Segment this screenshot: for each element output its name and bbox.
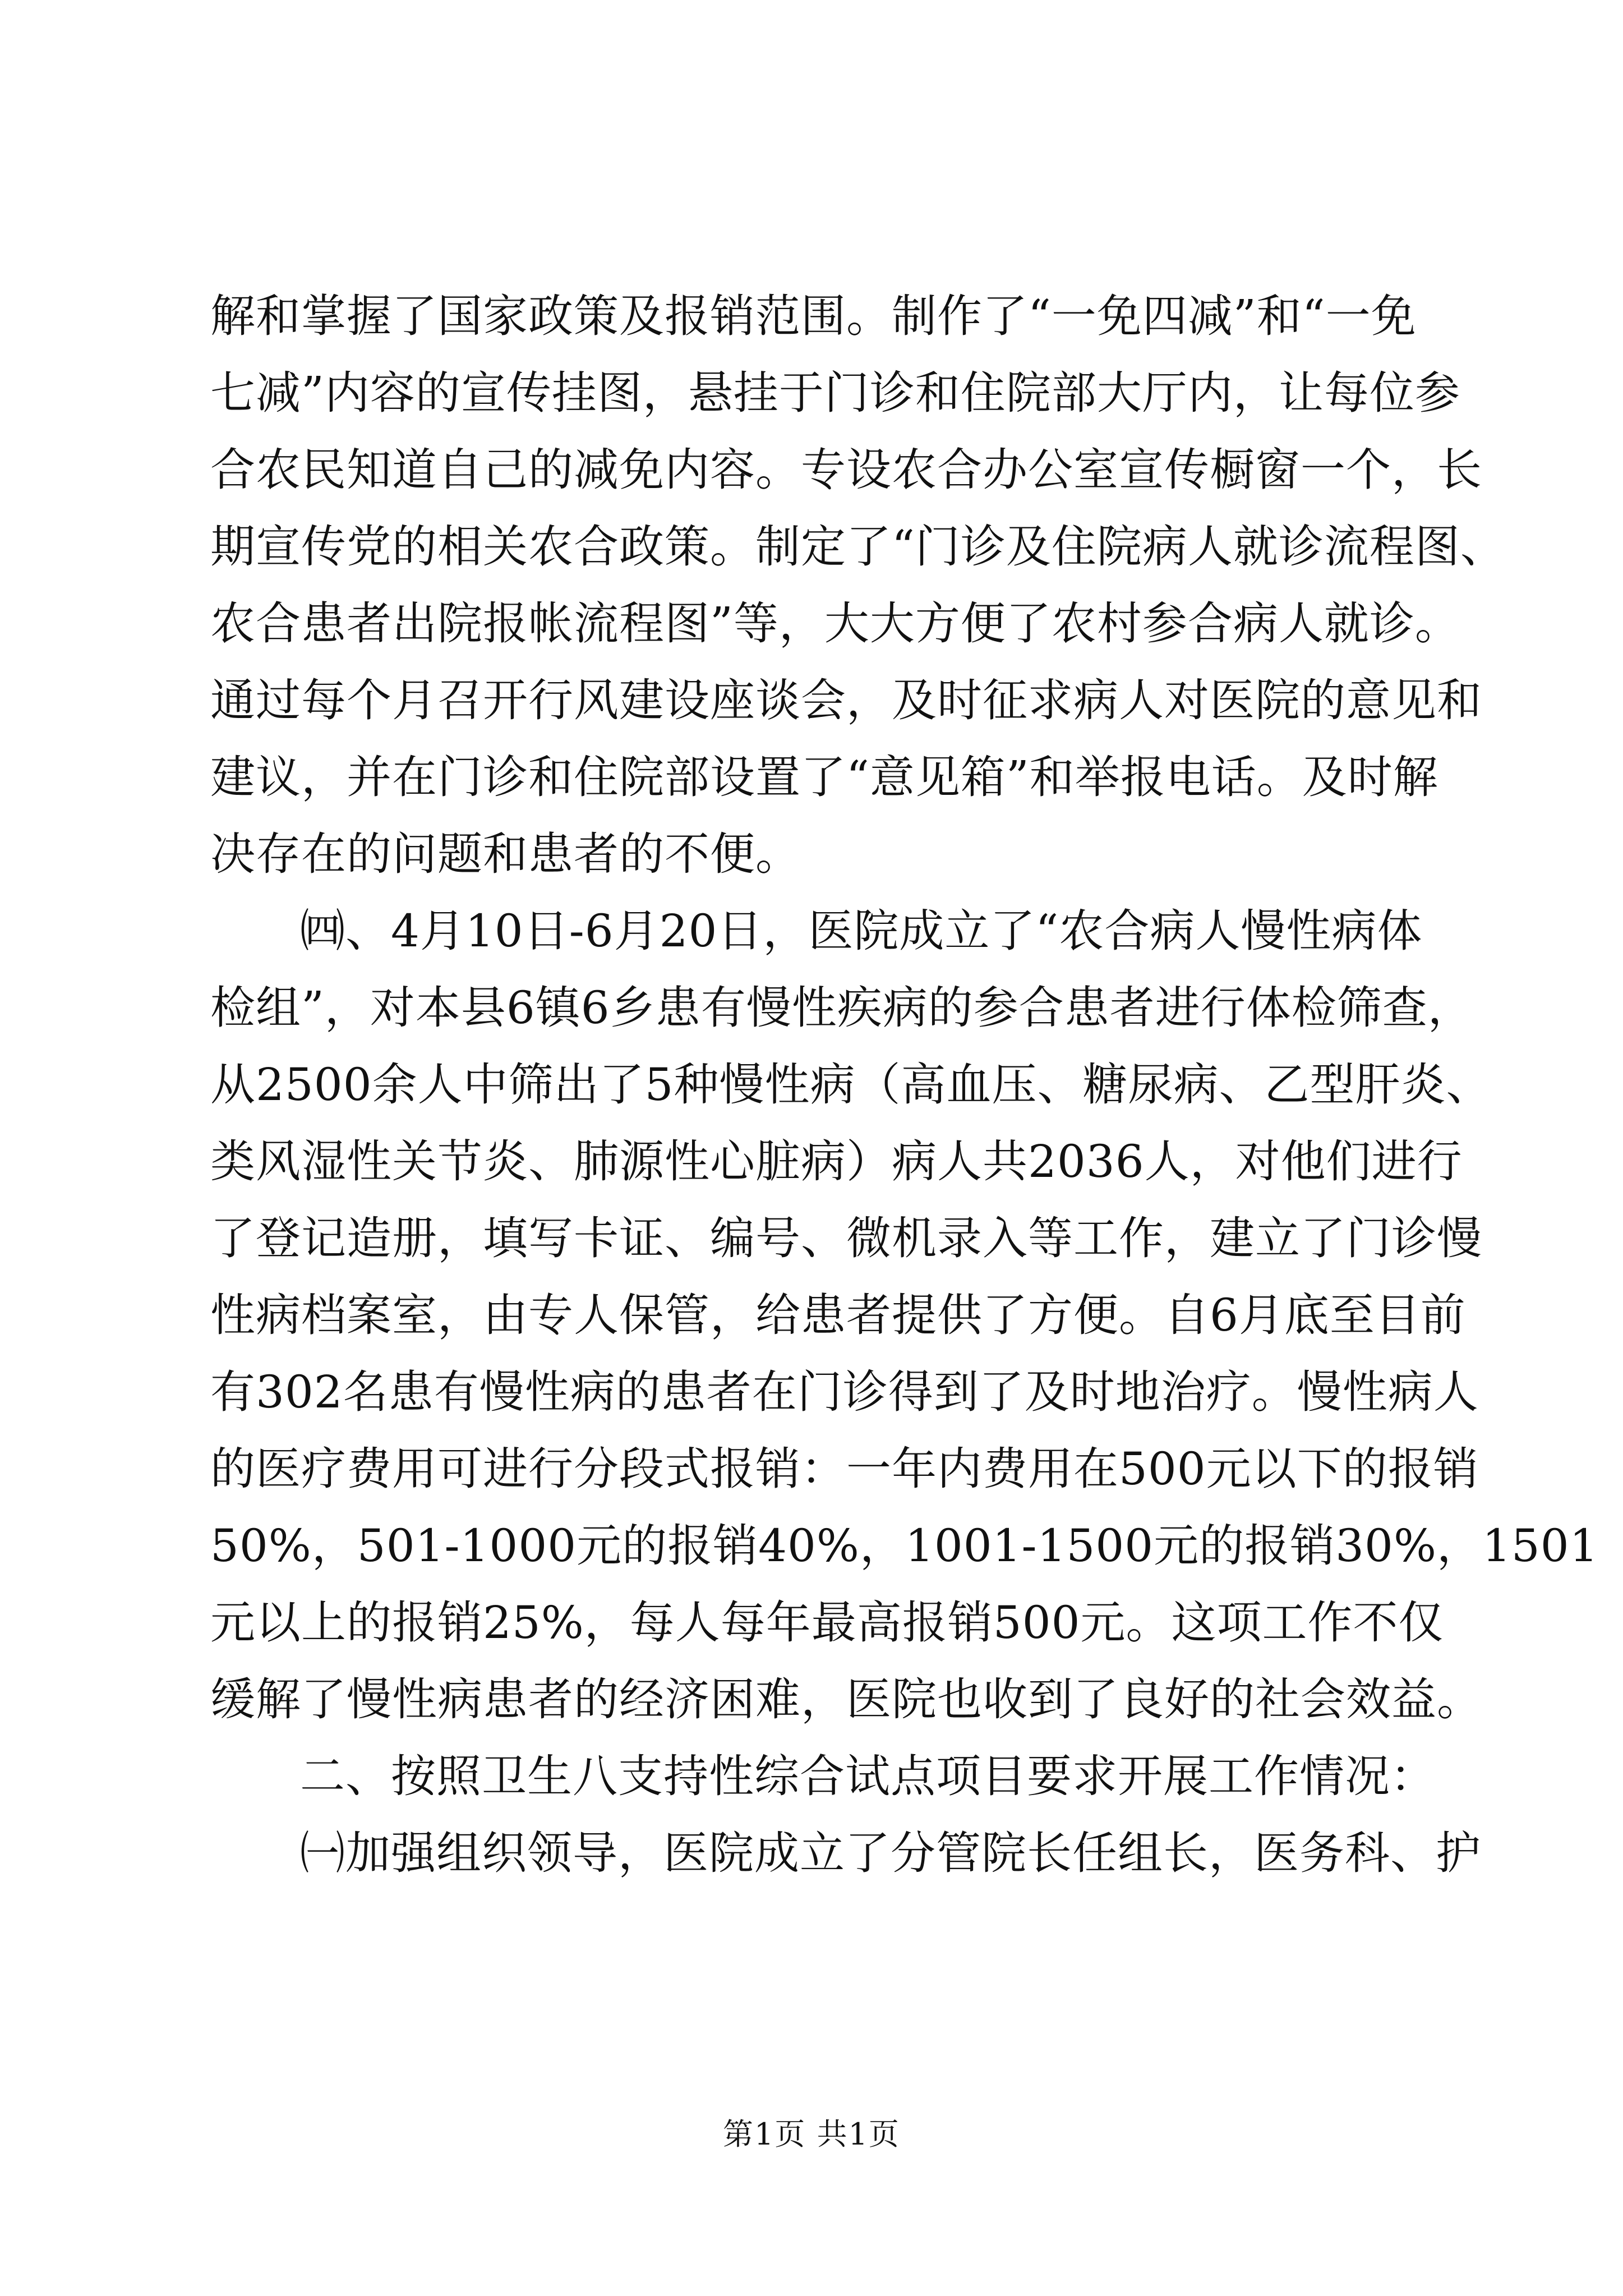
text-line-14: 性病档案室，由专人保管，给患者提供了方便。自6月底至目前 (210, 1289, 1466, 1341)
text-line-17: 50%，501-1000元的报销40%，1001-1500元的报销30%，1501 (210, 1520, 1599, 1572)
text-line-16: 的医疗费用可进行分段式报销：一年内费用在500元以下的报销 (210, 1443, 1479, 1495)
text-line-15: 有302名患有慢性病的患者在门诊得到了及时地治疗。慢性病人 (210, 1366, 1479, 1418)
text-line-5: 农合患者出院报帐流程图”等，大大方便了农村参合病人就诊。 (210, 597, 1460, 650)
text-line-18: 元以上的报销25%，每人每年最高报销500元。这项工作不仅 (210, 1596, 1444, 1649)
section-heading: 二、按照卫生八支持性综合试点项目要求开展工作情况： (300, 1750, 1436, 1802)
text-line-8: 决存在的问题和患者的不便。 (210, 828, 801, 880)
text-line-3: 合农民知道自己的减免内容。专设农合办公室宣传橱窗一个，长 (210, 444, 1482, 496)
text-line-11: 从2500余人中筛出了5种慢性病（高血压、糖尿病、乙型肝炎、 (210, 1059, 1492, 1111)
text-line-7: 建议，并在门诊和住院部设置了“意见箱”和举报电话。及时解 (210, 751, 1438, 803)
text-line-10: 检组”，对本县6镇6乡患有慢性疾病的参合患者进行体检筛查， (210, 982, 1473, 1034)
text-line-2: 七减”内容的宣传挂图，悬挂于门诊和住院部大厅内，让每位参 (210, 367, 1460, 419)
text-line-12: 类风湿性关节炎、肺源性心脏病）病人共2036人，对他们进行 (210, 1135, 1463, 1188)
text-line-19: 缓解了慢性病患者的经济困难，医院也收到了良好的社会效益。 (210, 1673, 1482, 1726)
text-line-13: 了登记造册，填写卡证、编号、微机录入等工作，建立了门诊慢 (210, 1212, 1482, 1264)
text-line-4: 期宣传党的相关农合政策。制定了“门诊及住院病人就诊流程图、 (210, 521, 1506, 573)
page-number-footer: 第1页 共1页 (723, 2116, 900, 2152)
text-line-21: ㈠加强组织领导，医院成立了分管院长任组长，医务科、护 (300, 1827, 1481, 1879)
body-text (210, 278, 1599, 1892)
text-line-1: 解和掌握了国家政策及报销范围。制作了“一免四减”和“一免 (210, 290, 1417, 342)
text-line-9: ㈣、4月10日-6月20日，医院成立了“农合病人慢性病体 (300, 905, 1423, 957)
text-line-6: 通过每个月召开行风建设座谈会，及时征求病人对医院的意见和 (210, 674, 1482, 726)
